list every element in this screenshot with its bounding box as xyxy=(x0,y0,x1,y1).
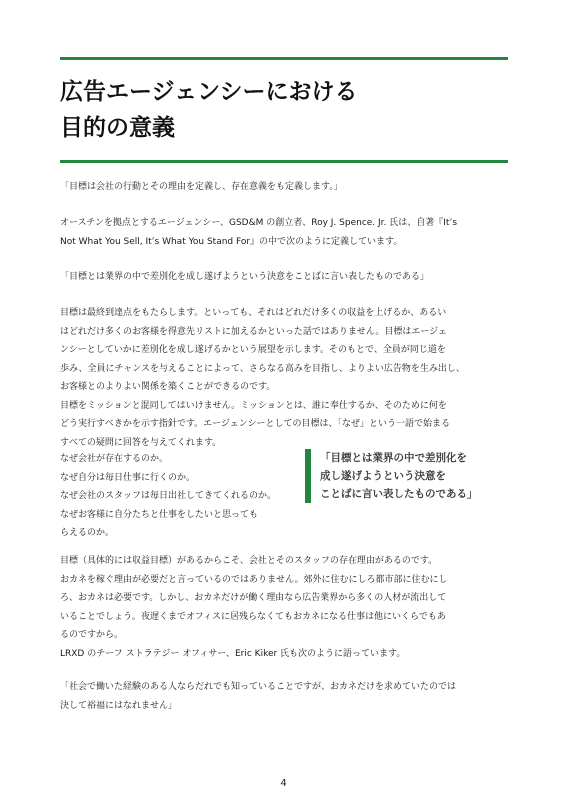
body-line: どう実行すべきかを示す指針です。エージェンシーとしての目標は、「なぜ」という一語で始まる xyxy=(60,419,451,429)
pull-quote-line: 「目標とは業界の中で差別化を xyxy=(320,452,467,464)
title-line-2: 目的の意義 xyxy=(60,115,175,141)
pull-quote-line: 成し遂げようという決意を xyxy=(320,470,446,482)
body-line: すべての疑問に回答を与えてくれます。 xyxy=(60,437,222,448)
closing-quote xyxy=(60,678,510,715)
definition-quote-text: 「目標とは業界の中で差別化を成し遂げようという決意をことばに言い表したものである」 xyxy=(60,272,430,282)
body-line: お客様とのよりよい関係を築くことができるのです。 xyxy=(60,382,276,392)
question-line: らえるのか。 xyxy=(60,528,115,538)
body-line: ンシーとしていかに差別化を成し遂げるかという展望を示します。そのもとで、全員が同じ道を xyxy=(60,345,446,355)
closing-quote-line: 「社会で働いた経験のある人ならだれでも知っていることですが、おカネだけを求めていたのでは xyxy=(60,682,457,692)
body-line: おカネを稼ぐ理由が必要だと言っているのではありません。郊外に住むにしろ都市部に住むにし xyxy=(60,574,448,585)
body-line: ろ、おカネは必要です。しかし、おカネだけが働く理由なら広告業界から多くの人材が流出して xyxy=(60,593,447,603)
definition-quote xyxy=(60,268,510,287)
question-line: なぜ自分は毎日仕事に行くのか。 xyxy=(60,472,196,483)
top-accent-rule xyxy=(60,57,508,60)
question-line: なぜお客様に自分たちと仕事をしたいと思っても xyxy=(60,509,259,520)
body-line: 目標（具体的には収益目標）があるからこそ、会社とそのスタッフの存在理由があるのです。 xyxy=(60,556,438,566)
body-line: るのですから。 xyxy=(60,630,124,640)
page-number: 4 xyxy=(280,778,287,789)
pull-quote-line: ことばに言い表したものである」 xyxy=(320,488,478,500)
closing-quote-line: 決して裕福にはなれません」 xyxy=(60,700,178,711)
page-title xyxy=(60,74,510,146)
opening-quote-text: 「目標は会社の行動とその理由を定義し、存在意義をも定義します。」 xyxy=(60,182,343,192)
intro-line: オースチンを拠点とするエージェンシー、GSD&M の創立者、Roy J. Spence. Jr. 氏は、自著『It’s xyxy=(60,218,458,228)
intro-line: Not What You Sell, It’s What You Stand For』の中で次のように定義しています。 xyxy=(60,236,403,247)
intro-paragraph xyxy=(60,214,510,251)
body-paragraph-2 xyxy=(60,552,510,663)
title-underline-rule xyxy=(60,160,508,163)
body-line: 目標は最終到達点をもたらします。といっても、それはどれだけ多くの収益を上げるか、あるい xyxy=(60,308,447,318)
body-line: LRXD のチーフ ストラテジー オフィサー、Eric Kiker 氏も次のように語っています。 xyxy=(60,648,406,659)
title-line-1: 広告エージェンシーにおける xyxy=(60,79,358,105)
body-line: いることでしょう。夜遅くまでオフィスに居残らなくてもおカネになる仕事は他にいくらでもあ xyxy=(60,611,446,622)
why-questions-list xyxy=(60,450,300,543)
question-line: なぜ会社のスタッフは毎日出社してきてくれるのか。 xyxy=(60,491,277,501)
body-line: はどれだけ多くのお客様を得意先リストに加えるかといった話ではありません。目標はエージェ xyxy=(60,326,448,337)
body-line: 歩み、全員にチャンスを与えることによって、さらなる高みを目指し、よりよい広告物を生み出し、 xyxy=(60,363,465,374)
opening-quote xyxy=(60,178,510,197)
question-line: なぜ会社が存在するのか。 xyxy=(60,454,169,464)
pull-quote xyxy=(305,449,510,503)
body-line: 目標をミッションと混同してはいけません。ミッションとは、誰に奉仕するか、そのために何を xyxy=(60,400,447,411)
body-paragraph-1 xyxy=(60,304,510,452)
